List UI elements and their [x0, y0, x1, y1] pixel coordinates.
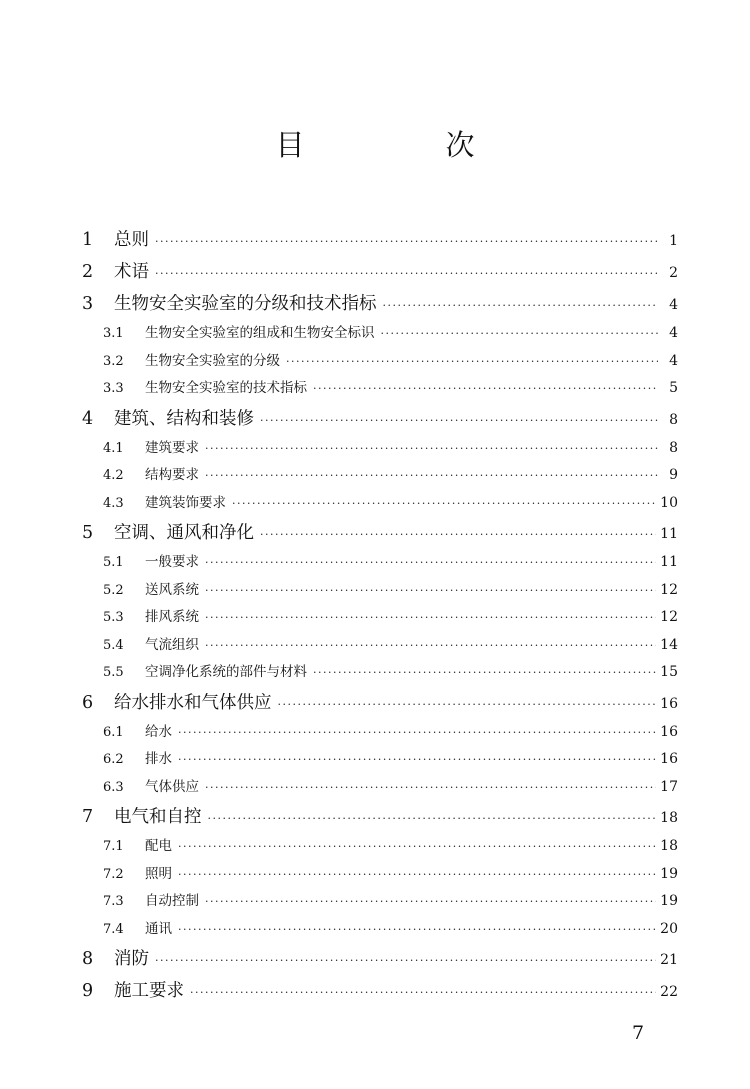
toc-chapter-row[interactable] — [82, 687, 678, 719]
toc-entry-title: 生物安全实验室的组成和生物安全标识 — [145, 325, 375, 341]
toc-leader-dots — [205, 435, 658, 463]
toc-entry-page: 8 — [669, 439, 678, 456]
toc-section-row[interactable] — [82, 888, 678, 916]
toc-section-row[interactable] — [82, 632, 678, 660]
toc-entry-title: 建筑装饰要求 — [145, 494, 226, 511]
toc-entry-page: 12 — [660, 581, 678, 598]
toc-entry-page: 20 — [660, 920, 678, 937]
toc-leader-dots — [205, 774, 656, 802]
toc-entry-number: 6.3 — [103, 779, 124, 795]
toc-section-row[interactable] — [82, 549, 678, 577]
toc-entry-number: 3.1 — [103, 326, 124, 341]
page-number: 7 — [632, 1022, 645, 1044]
toc-entry-page: 1 — [669, 233, 678, 249]
toc-entry-title: 排水 — [145, 751, 172, 767]
toc-leader-dots — [190, 977, 656, 1009]
toc-chapter-row[interactable] — [82, 801, 678, 833]
toc-entry-number: 4 — [82, 408, 94, 429]
toc-chapter-row[interactable] — [82, 975, 678, 1007]
toc-entry-number: 5 — [82, 523, 94, 543]
toc-entry-number: 3.2 — [103, 353, 124, 369]
toc-entry-page: 8 — [669, 411, 678, 428]
toc-entry-page: 9 — [669, 467, 678, 483]
toc-entry-page: 16 — [660, 751, 678, 767]
toc-entry-number: 7.3 — [103, 894, 124, 909]
toc-entry-page: 5 — [669, 380, 678, 396]
toc-leader-dots — [155, 258, 658, 290]
toc-leader-dots — [260, 519, 656, 551]
toc-entry-page: 16 — [660, 723, 678, 740]
toc-section-row[interactable] — [82, 462, 678, 490]
toc-entry-page: 10 — [660, 494, 678, 511]
toc-entry-title: 建筑要求 — [145, 439, 199, 456]
toc-entry-title: 消防 — [114, 949, 149, 969]
toc-entry-title: 气流组织 — [145, 636, 199, 653]
toc-leader-dots — [205, 604, 656, 632]
toc-entry-title: 施工要求 — [114, 981, 184, 1001]
toc-entry-page: 11 — [660, 554, 678, 570]
toc-section-row[interactable] — [82, 659, 678, 687]
toc-leader-dots — [205, 549, 656, 577]
toc-section-row[interactable] — [82, 916, 678, 944]
toc-entry-title: 生物安全实验室的技术指标 — [145, 380, 307, 396]
toc-leader-dots — [232, 490, 656, 518]
toc-entry-number: 5.5 — [103, 665, 124, 680]
toc-entry-title: 给水 — [145, 723, 172, 740]
toc-entry-page: 4 — [669, 297, 678, 313]
toc-entry-title: 一般要求 — [145, 554, 199, 570]
toc-entry-page: 22 — [660, 984, 678, 1000]
toc-entry-number: 5.4 — [103, 637, 124, 653]
toc-entry-title: 排风系统 — [145, 609, 199, 625]
toc-entry-number: 3.3 — [103, 381, 124, 396]
toc-entry-title: 照明 — [145, 865, 172, 882]
toc-entry-page: 11 — [660, 526, 678, 542]
toc-entry-number: 5.3 — [103, 610, 124, 625]
toc-leader-dots — [205, 632, 656, 660]
toc-chapter-row[interactable] — [82, 517, 678, 549]
toc-entry-number: 7.1 — [103, 839, 124, 854]
toc-chapter-row[interactable] — [82, 403, 678, 435]
toc-section-row[interactable] — [82, 604, 678, 632]
toc-section-row[interactable] — [82, 861, 678, 889]
toc-entry-number: 4.1 — [103, 440, 124, 456]
toc-section-row[interactable] — [82, 375, 678, 403]
toc-section-row[interactable] — [82, 348, 678, 376]
toc-entry-number: 4.2 — [103, 468, 124, 483]
toc-entry-number: 7.2 — [103, 866, 124, 882]
toc-leader-dots — [178, 833, 656, 861]
toc-entry-title: 通讯 — [145, 920, 172, 937]
toc-entry-title: 建筑、结构和装修 — [114, 408, 254, 429]
toc-section-row[interactable] — [82, 719, 678, 747]
toc-entry-page: 19 — [660, 893, 678, 909]
toc-leader-dots — [313, 375, 658, 403]
toc-entry-page: 18 — [660, 810, 678, 826]
toc-entry-number: 3 — [82, 294, 94, 314]
toc-chapter-row[interactable] — [82, 256, 678, 288]
toc-leader-dots — [178, 861, 656, 889]
toc-entry-title: 气体供应 — [145, 778, 199, 795]
toc-leader-dots — [286, 348, 658, 376]
toc-chapter-row[interactable] — [82, 224, 678, 256]
toc-leader-dots — [381, 320, 659, 348]
toc-leader-dots — [208, 803, 657, 835]
toc-leader-dots — [383, 290, 659, 322]
toc-entry-page: 14 — [660, 636, 678, 653]
toc-section-row[interactable] — [82, 774, 678, 802]
toc-entry-page: 15 — [660, 664, 678, 680]
toc-entry-title: 送风系统 — [145, 581, 199, 598]
toc-entry-page: 4 — [669, 352, 678, 369]
toc-entry-title: 生物安全实验室的分级和技术指标 — [114, 294, 377, 314]
toc-entry-page: 17 — [660, 778, 678, 795]
toc-section-row[interactable] — [82, 746, 678, 774]
toc-leader-dots — [155, 226, 658, 258]
toc-entry-page: 4 — [669, 325, 678, 341]
toc-leader-dots — [205, 462, 658, 490]
toc-section-row[interactable] — [82, 577, 678, 605]
toc-entry-number: 4.3 — [103, 495, 124, 511]
toc-section-row[interactable] — [82, 490, 678, 518]
toc-entry-number: 8 — [82, 949, 94, 969]
toc-entry-page: 21 — [660, 952, 678, 968]
toc-entry-number: 7.4 — [103, 921, 124, 937]
toc-entry-page: 2 — [669, 265, 678, 281]
toc-entry-number: 5.2 — [103, 582, 124, 598]
toc-entry-page: 18 — [660, 838, 678, 854]
toc-entry-title: 术语 — [114, 262, 149, 282]
toc-entry-title: 生物安全实验室的分级 — [145, 352, 280, 369]
toc-entry-title: 给水排水和气体供应 — [114, 692, 272, 713]
toc-entry-title: 电气和自控 — [114, 807, 202, 827]
toc-entry-title: 总则 — [114, 230, 149, 250]
toc-entry-number: 2 — [82, 262, 94, 282]
toc-leader-dots — [178, 719, 656, 747]
toc-entry-number: 9 — [82, 981, 94, 1001]
toc-entry-title: 配电 — [145, 838, 172, 854]
toc-section-row[interactable] — [82, 833, 678, 861]
toc-entry-number: 6.1 — [103, 724, 124, 740]
toc-leader-dots — [178, 916, 656, 944]
toc-leader-dots — [313, 659, 656, 687]
toc-leader-dots — [278, 689, 657, 721]
toc-entry-number: 7 — [82, 807, 94, 827]
toc-entry-number: 6 — [82, 692, 94, 713]
toc-leader-dots — [205, 888, 656, 916]
toc-leader-dots — [205, 577, 656, 605]
page-title: 目 次 — [275, 128, 531, 162]
toc-leader-dots — [260, 405, 658, 437]
table-of-contents — [82, 224, 678, 1007]
toc-entry-title: 结构要求 — [145, 467, 199, 483]
toc-entry-page: 19 — [660, 865, 678, 882]
toc-leader-dots — [178, 746, 656, 774]
toc-chapter-row[interactable] — [82, 943, 678, 975]
toc-entry-number: 1 — [82, 230, 94, 250]
toc-entry-number: 5.1 — [103, 555, 124, 570]
toc-leader-dots — [155, 945, 656, 977]
toc-entry-page: 16 — [660, 695, 678, 712]
toc-entry-title: 自动控制 — [145, 893, 199, 909]
toc-entry-number: 6.2 — [103, 752, 124, 767]
toc-entry-title: 空调净化系统的部件与材料 — [145, 664, 307, 680]
toc-section-row[interactable] — [82, 320, 678, 348]
toc-entry-title: 空调、通风和净化 — [114, 523, 254, 543]
toc-chapter-row[interactable] — [82, 288, 678, 320]
toc-section-row[interactable] — [82, 435, 678, 463]
toc-entry-page: 12 — [660, 609, 678, 625]
